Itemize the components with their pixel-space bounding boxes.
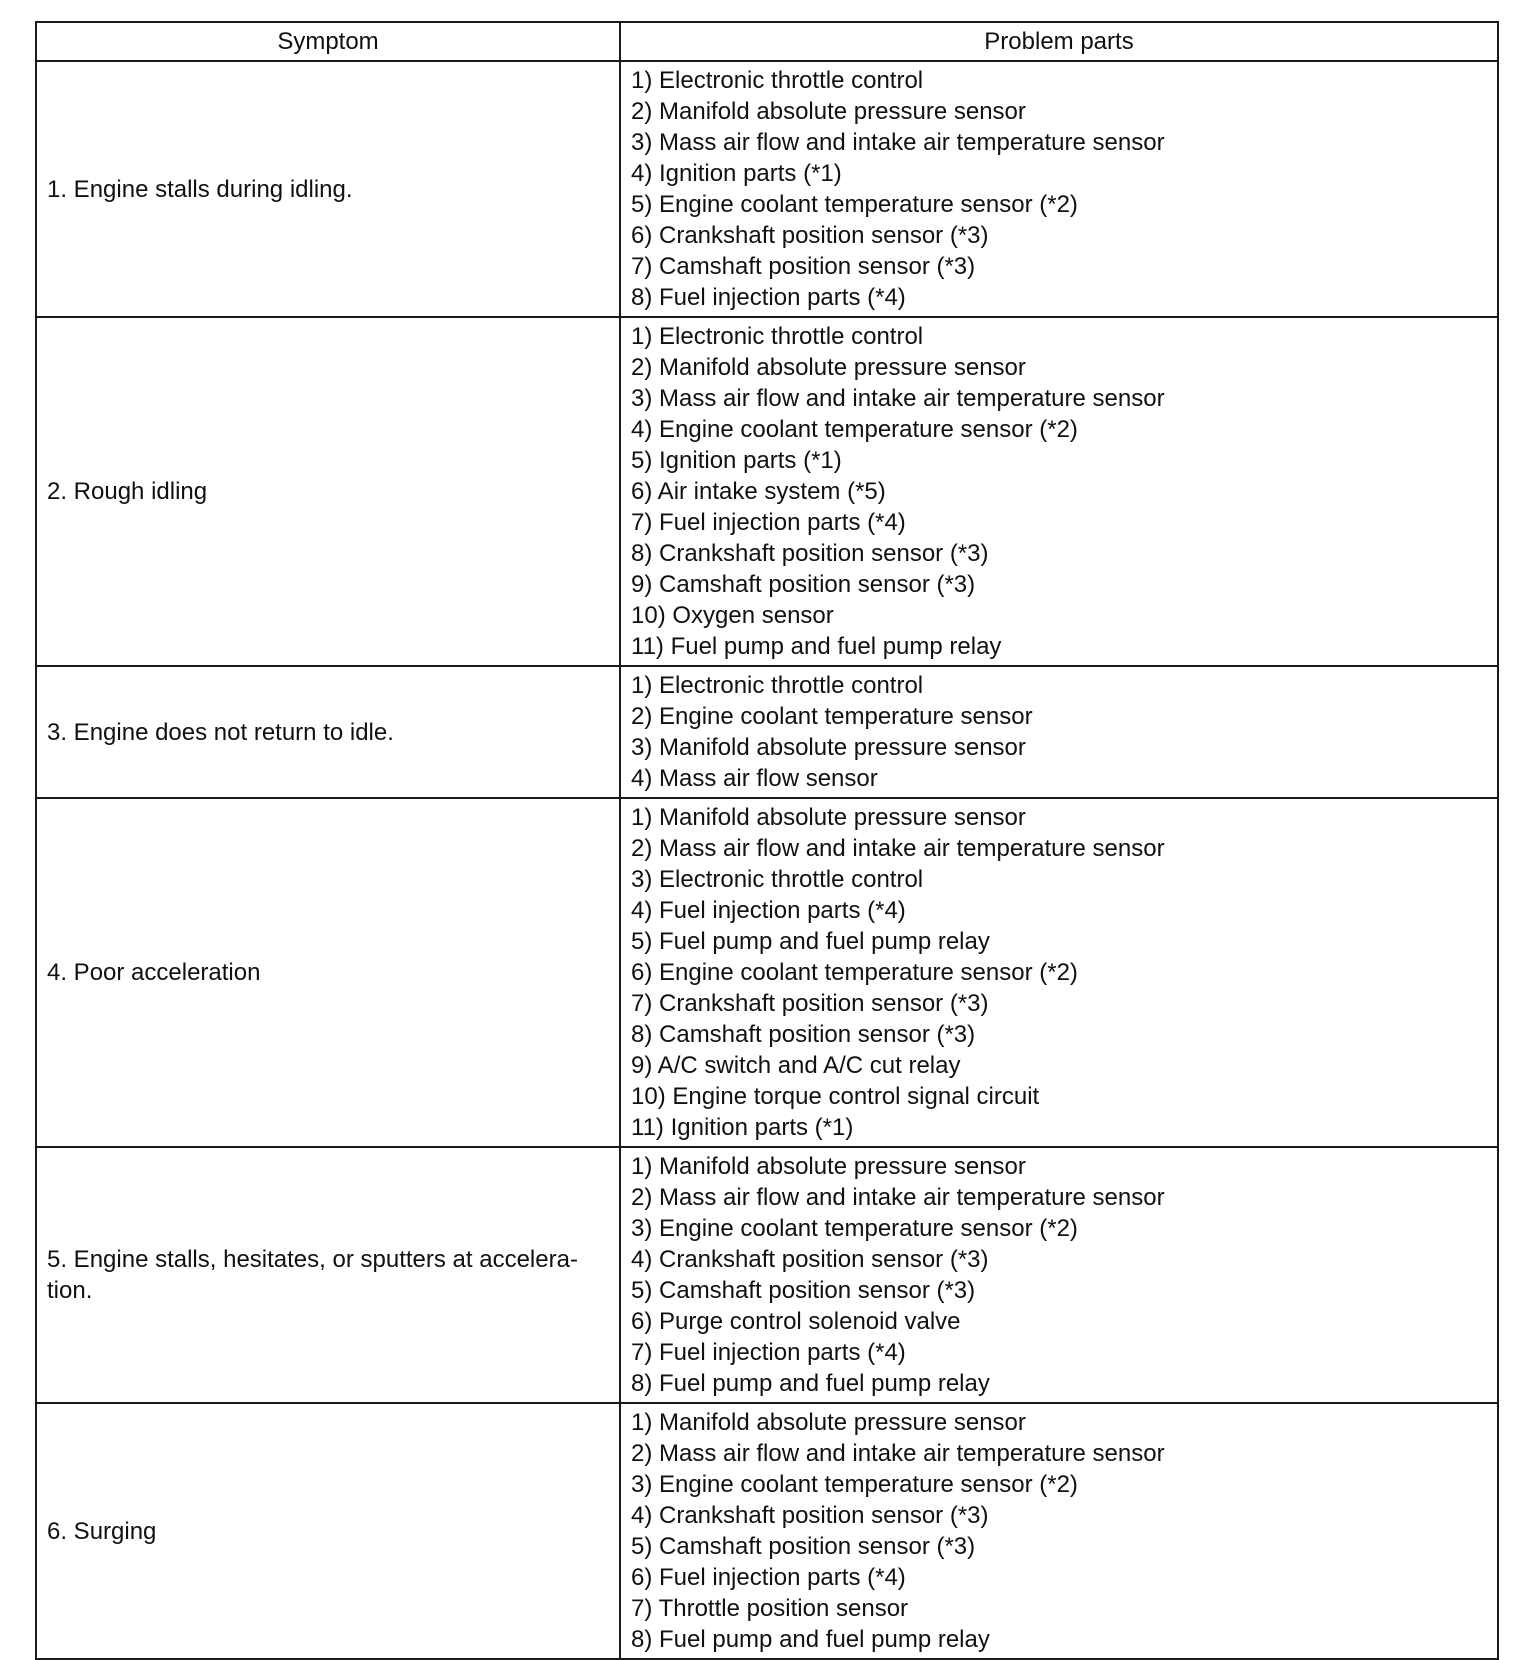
part-item: 1) Electronic throttle control [631,323,924,350]
symptom-cell [36,317,620,666]
problem-parts-column-header: Problem parts [620,22,1498,61]
part-item: 5) Camshaft position sensor (*3) [631,1533,976,1560]
part-item: 11) Fuel pump and fuel pump relay [631,633,1002,660]
symptom-cell [36,798,620,1147]
part-item: 10) Oxygen sensor [631,602,834,629]
part-item: 8) Fuel pump and fuel pump relay [631,1370,990,1397]
symptom-column-header: Symptom [36,22,620,61]
part-item: 7) Fuel injection parts (*4) [631,509,906,536]
part-item: 7) Camshaft position sensor (*3) [631,253,976,280]
part-item: 3) Mass air flow and intake air temperature sensor [631,129,1165,156]
part-item: 2) Engine coolant temperature sensor [631,703,1033,730]
part-item: 3) Manifold absolute pressure sensor [631,734,1026,761]
part-item: 8) Fuel injection parts (*4) [631,284,906,311]
part-item: 2) Mass air flow and intake air temperature sensor [631,835,1165,862]
part-item: 2) Manifold absolute pressure sensor [631,354,1026,381]
problem-parts-cell [620,798,1498,1147]
part-item: 4) Crankshaft position sensor (*3) [631,1246,989,1273]
part-item: 4) Fuel injection parts (*4) [631,897,906,924]
part-item: 6) Engine coolant temperature sensor (*2) [631,959,1078,986]
problem-parts-cell [620,61,1498,317]
part-item: 4) Mass air flow sensor [631,765,878,792]
problem-parts-cell [620,1147,1498,1403]
table-row [36,1403,1498,1659]
table-row [36,1147,1498,1403]
part-item: 1) Manifold absolute pressure sensor [631,804,1026,831]
part-item: 2) Manifold absolute pressure sensor [631,98,1026,125]
part-item: 8) Camshaft position sensor (*3) [631,1021,976,1048]
part-item: 3) Engine coolant temperature sensor (*2) [631,1215,1078,1242]
symptom-text: 4. Poor acceleration [47,959,261,986]
part-item: 7) Throttle position sensor [631,1595,909,1622]
part-item: 1) Manifold absolute pressure sensor [631,1153,1026,1180]
table-row [36,798,1498,1147]
part-item: 4) Crankshaft position sensor (*3) [631,1502,989,1529]
document-page [35,21,1497,1660]
part-item: 2) Mass air flow and intake air temperature sensor [631,1184,1165,1211]
symptom-text: 2. Rough idling [47,478,208,505]
part-item: 1) Manifold absolute pressure sensor [631,1409,1026,1436]
part-item: 1) Electronic throttle control [631,672,924,699]
table-header-row [36,22,1498,61]
part-item: 2) Mass air flow and intake air temperature sensor [631,1440,1165,1467]
part-item: 1) Electronic throttle control [631,67,924,94]
symptom-cell [36,61,620,317]
part-item: 5) Ignition parts (*1) [631,447,842,474]
symptom-cell [36,1403,620,1659]
part-item: 6) Crankshaft position sensor (*3) [631,222,989,249]
part-item: 5) Fuel pump and fuel pump relay [631,928,990,955]
table-row [36,61,1498,317]
part-item: 6) Purge control solenoid valve [631,1308,961,1335]
part-item: 9) A/C switch and A/C cut relay [631,1052,961,1079]
part-item: 6) Air intake system (*5) [631,478,886,505]
symptom-text: 1. Engine stalls during idling. [47,175,353,203]
symptom-text-line: tion. [47,1277,93,1304]
part-item: 4) Engine coolant temperature sensor (*2) [631,416,1078,443]
symptom-text: 6. Surging [47,1517,157,1545]
part-item: 4) Ignition parts (*1) [631,160,842,187]
part-item: 5) Engine coolant temperature sensor (*2) [631,191,1078,218]
problem-parts-cell [620,317,1498,666]
symptom-text-line: 5. Engine stalls, hesitates, or sputters at accelera- [47,1246,578,1273]
part-item: 5) Camshaft position sensor (*3) [631,1277,976,1304]
part-item: 6) Fuel injection parts (*4) [631,1564,906,1591]
symptom-cell [36,1147,620,1403]
symptom-table [35,21,1499,1660]
problem-parts-cell [620,1403,1498,1659]
part-item: 9) Camshaft position sensor (*3) [631,571,976,598]
table-row [36,666,1498,798]
part-item: 10) Engine torque control signal circuit [631,1083,1040,1110]
table-row [36,317,1498,666]
part-item: 11) Ignition parts (*1) [631,1114,854,1141]
part-item: 3) Engine coolant temperature sensor (*2) [631,1471,1078,1498]
symptom-text: 3. Engine does not return to idle. [47,718,394,746]
part-item: 7) Fuel injection parts (*4) [631,1339,906,1366]
symptom-cell [36,666,620,798]
part-item: 3) Mass air flow and intake air temperature sensor [631,385,1165,412]
part-item: 7) Crankshaft position sensor (*3) [631,990,989,1017]
part-item: 3) Electronic throttle control [631,866,924,893]
part-item: 8) Fuel pump and fuel pump relay [631,1626,990,1653]
problem-parts-cell [620,666,1498,798]
part-item: 8) Crankshaft position sensor (*3) [631,540,989,567]
